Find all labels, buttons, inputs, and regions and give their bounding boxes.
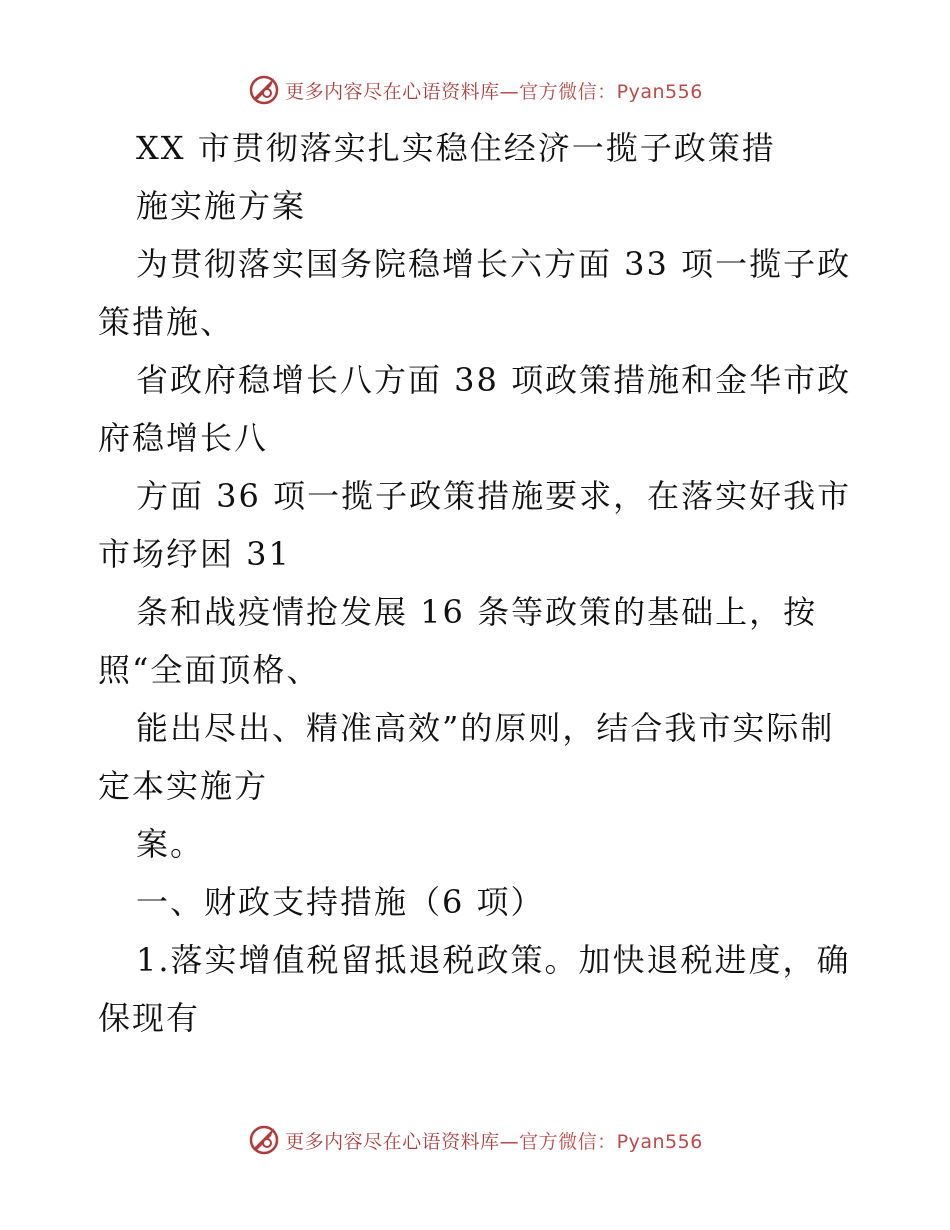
doc-title-line-2: 施实施方案 — [136, 187, 307, 225]
paragraph-line: 保现有 — [98, 999, 201, 1037]
watermark-text: 更多内容尽在心语资料库—官方微信：Pyan556 — [285, 1130, 703, 1153]
paragraph-line: 省政府稳增长八方面 38 项政策措施和金华市政 — [136, 361, 852, 399]
footer-watermark — [0, 1120, 950, 1160]
logo-icon — [247, 73, 281, 107]
paragraph-line: 府稳增长八 — [98, 419, 269, 457]
paragraph-line: 1.落实增值税留抵退税政策。加快退税进度，确 — [136, 941, 851, 979]
paragraph-line: 方面 36 项一揽子政策措施要求，在落实好我市 — [136, 477, 852, 515]
paragraph-line: 为贯彻落实国务院稳增长六方面 33 项一揽子政 — [136, 245, 852, 283]
paragraph-line: 能出尽出、精准高效”的原则，结合我市实际制 — [136, 709, 835, 747]
paragraph-line: 照“全面顶格、 — [98, 651, 321, 689]
paragraph-line: 策措施、 — [98, 303, 235, 341]
paragraph-line: 定本实施方 — [98, 767, 269, 805]
watermark-text: 更多内容尽在心语资料库—官方微信：Pyan556 — [285, 80, 703, 103]
doc-title-line-1: XX 市贯彻落实扎实稳住经济一揽子政策措 — [136, 129, 776, 167]
paragraph-line: 条和战疫情抢发展 16 条等政策的基础上，按 — [136, 593, 818, 631]
paragraph-line: 案。 — [136, 825, 205, 863]
header-watermark — [0, 70, 950, 110]
paragraph-line: 市场纾困 31 — [98, 535, 291, 573]
logo-icon — [247, 1123, 281, 1157]
section-heading: 一、财政支持措施（6 项） — [136, 883, 545, 921]
